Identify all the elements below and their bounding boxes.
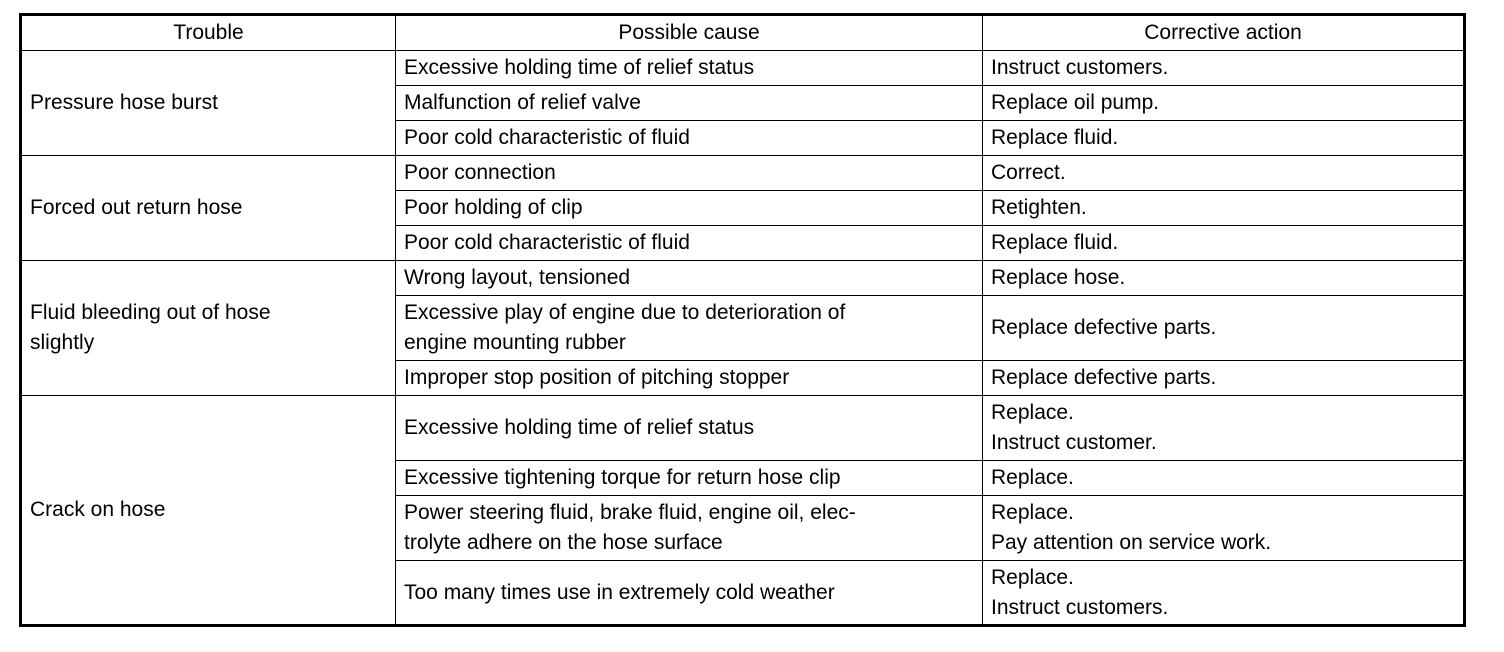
action-cell: Replace oil pump. <box>983 86 1465 121</box>
trouble-cell: Fluid bleeding out of hose slightly <box>21 261 396 396</box>
action-cell: Replace. Pay attention on service work. <box>983 496 1465 561</box>
action-cell: Replace. <box>983 461 1465 496</box>
table-row <box>21 396 1465 461</box>
action-cell: Correct. <box>983 156 1465 191</box>
troubleshooting-table <box>19 13 1466 627</box>
cause-cell: Malfunction of relief valve <box>396 86 983 121</box>
cause-cell: Excessive tightening torque for return hose clip <box>396 461 983 496</box>
action-cell: Replace. Instruct customers. <box>983 561 1465 626</box>
action-cell: Instruct customers. <box>983 51 1465 86</box>
action-cell: Replace fluid. <box>983 121 1465 156</box>
cause-cell: Wrong layout, tensioned <box>396 261 983 296</box>
action-cell: Replace defective parts. <box>983 296 1465 361</box>
cause-cell: Improper stop position of pitching stopper <box>396 361 983 396</box>
table-row <box>21 156 1465 191</box>
troubleshooting-table-container <box>19 13 1466 627</box>
header-corrective-action: Corrective action <box>983 15 1465 51</box>
table-row <box>21 261 1465 296</box>
trouble-cell: Forced out return hose <box>21 156 396 261</box>
header-trouble: Trouble <box>21 15 396 51</box>
cause-cell: Power steering fluid, brake fluid, engine oil, elec- trolyte adhere on the hose surface <box>396 496 983 561</box>
trouble-cell: Crack on hose <box>21 396 396 626</box>
cause-cell: Poor cold characteristic of fluid <box>396 121 983 156</box>
cause-cell: Poor connection <box>396 156 983 191</box>
cause-cell: Excessive holding time of relief status <box>396 396 983 461</box>
cause-cell: Poor holding of clip <box>396 191 983 226</box>
action-cell: Replace fluid. <box>983 226 1465 261</box>
action-cell: Replace defective parts. <box>983 361 1465 396</box>
header-row <box>21 15 1465 51</box>
cause-cell: Poor cold characteristic of fluid <box>396 226 983 261</box>
cause-cell: Excessive play of engine due to deterioration of engine mounting rubber <box>396 296 983 361</box>
cause-cell: Excessive holding time of relief status <box>396 51 983 86</box>
action-cell: Retighten. <box>983 191 1465 226</box>
action-cell: Replace hose. <box>983 261 1465 296</box>
header-possible-cause: Possible cause <box>396 15 983 51</box>
action-cell: Replace. Instruct customer. <box>983 396 1465 461</box>
table-row <box>21 51 1465 86</box>
trouble-cell: Pressure hose burst <box>21 51 396 156</box>
cause-cell: Too many times use in extremely cold weather <box>396 561 983 626</box>
